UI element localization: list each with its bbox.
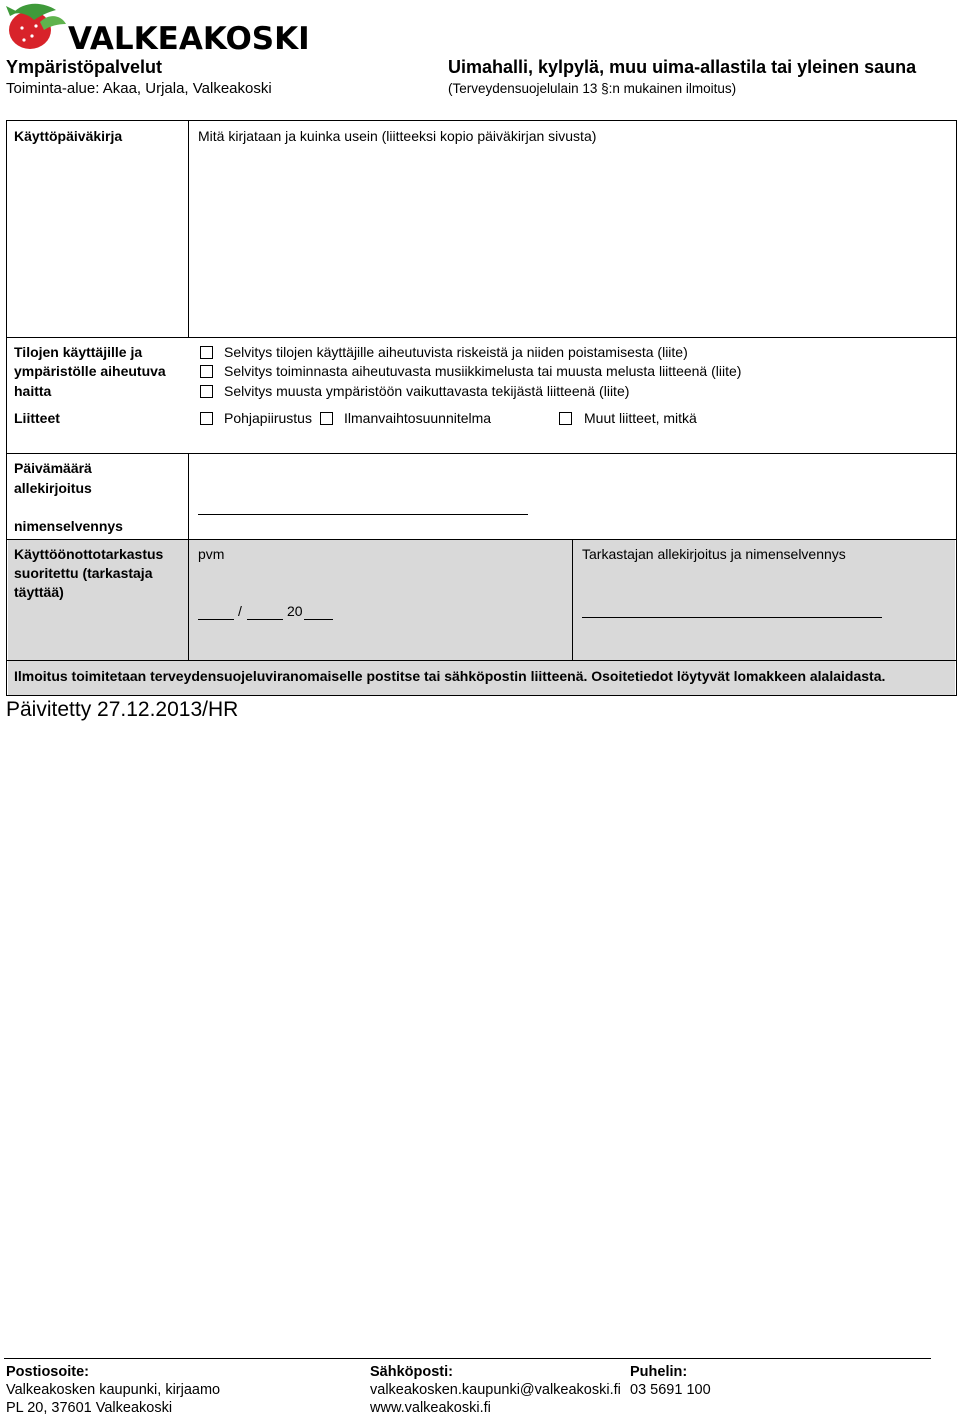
date-month-field[interactable] (247, 619, 283, 620)
inspector-signature-line[interactable] (582, 617, 882, 618)
row-divider-1 (6, 337, 957, 338)
ventilation-plan-checkbox[interactable] (320, 412, 333, 425)
phone-number: 03 5691 100 (630, 1382, 711, 1398)
phone-heading: Puhelin: (630, 1364, 688, 1380)
signature-label-signature: allekirjoitus (14, 480, 92, 496)
logbook-text-area[interactable] (192, 150, 952, 334)
hazard-label-line3: haitta (14, 383, 52, 399)
hazard-other-checkbox[interactable] (200, 385, 213, 398)
postal-heading: Postiosoite: (6, 1364, 89, 1380)
date-year-prefix: 20 (287, 603, 303, 619)
date-day-field[interactable] (198, 619, 234, 620)
inspector-signature-label: Tarkastajan allekirjoitus ja nimenselvennys (582, 546, 846, 562)
inspection-label-line1: Käyttöönottotarkastus (14, 546, 164, 562)
organization-area: Toiminta-alue: Akaa, Urjala, Valkeakoski (6, 80, 272, 97)
other-attachments-option: Muut liitteet, mitkä (584, 410, 697, 426)
signature-label-date: Päivämäärä (14, 460, 92, 476)
postal-line2: PL 20, 37601 Valkeakoski (6, 1400, 173, 1416)
date-separator: / (238, 603, 242, 619)
attachments-label: Liitteet (14, 410, 60, 426)
hazard-label-line1: Tilojen käyttäjille ja (14, 344, 143, 360)
logbook-question: Mitä kirjataan ja kuinka usein (liitteeksi kopio päiväkirjan sivusta) (198, 128, 597, 144)
floor-plan-checkbox[interactable] (200, 412, 213, 425)
website-link[interactable]: www.valkeakoski.fi (370, 1400, 491, 1416)
hazard-noise-option: Selvitys toiminnasta aiheutuvasta musiikkimelusta tai muusta melusta liitteenä (liite) (224, 363, 742, 379)
column-divider-signature (188, 453, 189, 660)
hazard-noise-checkbox[interactable] (200, 365, 213, 378)
strawberry-logo-icon (4, 2, 70, 58)
footer-divider (4, 1358, 931, 1359)
inspection-label-line2: suoritettu (tarkastaja (14, 565, 153, 581)
date-year-field[interactable] (304, 619, 333, 620)
floor-plan-option: Pohjapiirustus (224, 410, 312, 426)
signature-line[interactable] (198, 514, 528, 515)
organization-name: Ympäristöpalvelut (6, 57, 163, 77)
logo-wordmark: VALKEAKOSKI (68, 21, 310, 57)
postal-line1: Valkeakosken kaupunki, kirjaamo (6, 1382, 221, 1398)
row-divider-3 (6, 539, 957, 540)
hazard-other-option: Selvitys muusta ympäristöön vaikuttavasta tekijästä liitteenä (liite) (224, 383, 630, 399)
logbook-label: Käyttöpäiväkirja (14, 128, 123, 144)
ventilation-plan-option: Ilmanvaihtosuunnitelma (344, 410, 492, 426)
valkeakoski-logo (4, 2, 310, 58)
submission-notice: Ilmoitus toimitetaan terveydensuojeluviranomaiselle postitse tai sähköpostin liitteenä. Osoitetiedot löytyvät lomakkeen alalaidasta. (14, 668, 886, 684)
row-divider-4 (6, 660, 957, 661)
inspection-divider (572, 539, 573, 660)
updated-stamp: Päivitetty 27.12.2013/HR (6, 698, 239, 721)
document-subtitle: (Terveydensuojelulain 13 §:n mukainen ilmoitus) (448, 81, 737, 96)
document-title: Uimahalli, kylpylä, muu uima-allastila tai yleinen sauna (448, 57, 917, 77)
email-link[interactable]: valkeakosken.kaupunki@valkeakoski.fi (370, 1382, 621, 1398)
signature-label-name: nimenselvennys (14, 518, 123, 534)
column-divider (188, 120, 189, 337)
pvm-label: pvm (198, 546, 225, 562)
hazard-label-line2: ympäristölle aiheutuva (14, 363, 166, 379)
row-divider-2 (6, 453, 957, 454)
inspection-label-line3: täyttää) (14, 584, 64, 600)
other-attachments-checkbox[interactable] (559, 412, 572, 425)
hazard-risk-checkbox[interactable] (200, 346, 213, 359)
hazard-risk-option: Selvitys tilojen käyttäjille aiheutuvista riskeistä ja niiden poistamisesta (liite) (224, 344, 688, 360)
email-heading: Sähköposti: (370, 1364, 453, 1380)
